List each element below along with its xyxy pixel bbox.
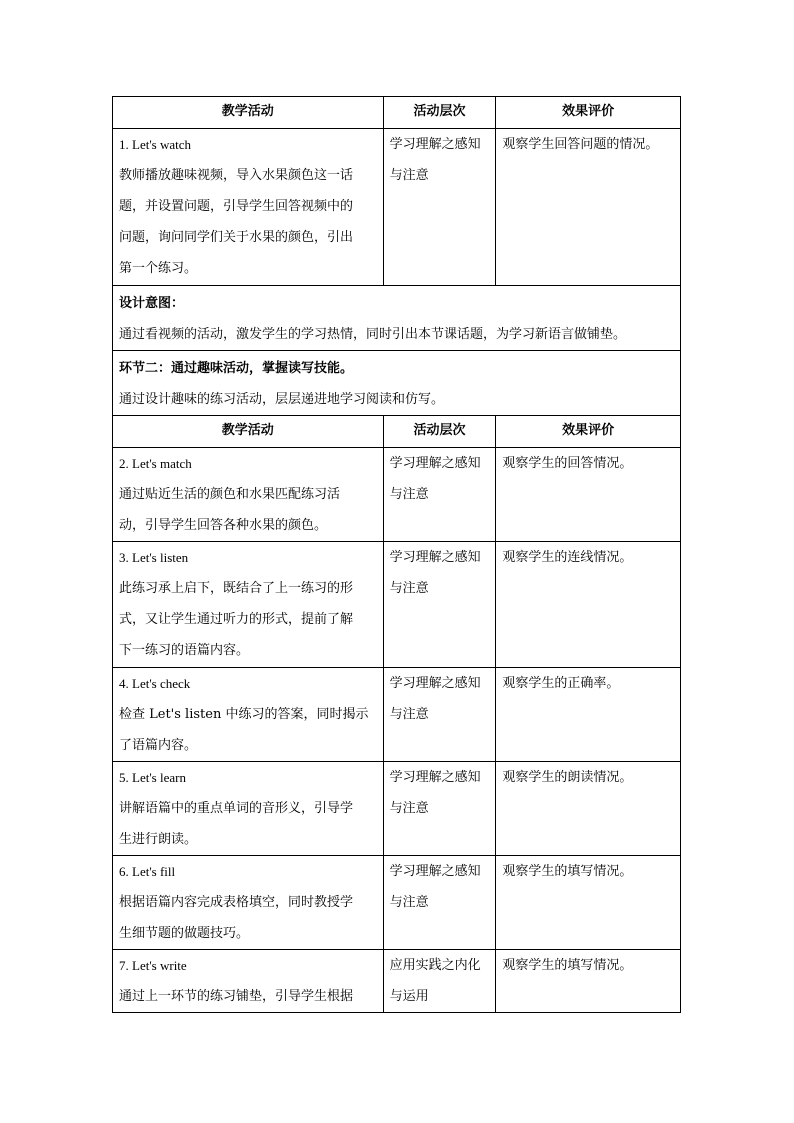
- table-row: [113, 542, 681, 668]
- table-row: [113, 950, 681, 1013]
- level-text: 学习理解之感知: [389, 864, 481, 879]
- activity-cell: [113, 856, 384, 950]
- effect-cell: 观察学生的连线情况。: [496, 542, 681, 668]
- lesson-plan-document: [112, 96, 681, 1013]
- header-activity: 教学活动: [113, 416, 384, 448]
- table-row: [113, 762, 681, 856]
- level-text: 与运用: [389, 989, 429, 1004]
- activity-title: 2. Let's match: [119, 456, 192, 471]
- level-text: 应用实践之内化: [389, 958, 481, 973]
- section-two-title: 环节二：通过趣味活动，掌握读写技能。: [119, 361, 354, 376]
- activity-desc-line: 第一个练习。: [119, 261, 198, 276]
- activity-desc-line: 通过上一环节的练习铺垫，引导学生根据: [119, 989, 354, 1004]
- activity-title: 1. Let's watch: [119, 137, 192, 152]
- activity-cell: [113, 668, 384, 762]
- activity-title: 7. Let's write: [119, 958, 187, 973]
- header-level: 活动层次: [383, 97, 496, 129]
- activity-cell: [113, 950, 384, 1013]
- level-cell: [383, 856, 496, 950]
- activity-desc-line: 生细节题的做题技巧。: [119, 926, 250, 941]
- level-text: 与注意: [389, 581, 429, 596]
- level-cell: [383, 448, 496, 542]
- level-text: 学习理解之感知: [389, 770, 481, 785]
- level-cell: [383, 668, 496, 762]
- level-text: 与注意: [389, 895, 429, 910]
- table-row: [113, 856, 681, 950]
- level-text: 学习理解之感知: [389, 456, 481, 471]
- activity-desc-line: 检查 Let's listen 中练习的答案，同时揭示: [119, 707, 369, 722]
- table-row: [113, 668, 681, 762]
- activity-desc-line: 讲解语篇中的重点单词的音形义，引导学: [119, 801, 354, 816]
- activity-title: 6. Let's fill: [119, 864, 176, 879]
- level-text: 与注意: [389, 801, 429, 816]
- table-header-row: [113, 416, 681, 448]
- activity-cell: [113, 129, 384, 286]
- effect-cell: 观察学生的填写情况。: [496, 856, 681, 950]
- activity-desc-line: 通过贴近生活的颜色和水果匹配练习活: [119, 487, 341, 502]
- effect-cell: 观察学生的朗读情况。: [496, 762, 681, 856]
- table-row: [113, 129, 681, 286]
- design-intent-row: [113, 286, 681, 351]
- effect-cell: 观察学生的回答情况。: [496, 448, 681, 542]
- level-text: 学习理解之感知: [389, 550, 481, 565]
- level-text: 与注意: [389, 487, 429, 502]
- level-text: 学习理解之感知: [389, 137, 481, 152]
- activity-cell: [113, 448, 384, 542]
- level-cell: [383, 542, 496, 668]
- activity-desc-line: 问题，询问同学们关于水果的颜色，引出: [119, 230, 354, 245]
- header-effect: 效果评价: [496, 416, 681, 448]
- header-activity: 教学活动: [113, 97, 384, 129]
- section-two-text: 通过设计趣味的练习活动，层层递进地学习阅读和仿写。: [119, 392, 445, 407]
- section-two-cell: [113, 351, 681, 416]
- activity-desc-line: 题，并设置问题，引导学生回答视频中的: [119, 199, 354, 214]
- level-cell: [383, 762, 496, 856]
- activity-desc-line: 教师播放趣味视频，导入水果颜色这一话: [119, 168, 354, 183]
- effect-cell: 观察学生的填写情况。: [496, 950, 681, 1013]
- level-text: 与注意: [389, 168, 429, 183]
- activity-desc-line: 动，引导学生回答各种水果的颜色。: [119, 518, 328, 533]
- header-effect: 效果评价: [496, 97, 681, 129]
- level-text: 与注意: [389, 707, 429, 722]
- activity-title: 5. Let's learn: [119, 770, 186, 785]
- design-intent-label: 设计意图：: [119, 296, 185, 311]
- design-intent-cell: [113, 286, 681, 351]
- activity-title: 4. Let's check: [119, 676, 191, 691]
- level-text: 学习理解之感知: [389, 676, 481, 691]
- activity-desc-line: 此练习承上启下，既结合了上一练习的形: [119, 581, 354, 596]
- section-two-row: [113, 351, 681, 416]
- table-row: [113, 448, 681, 542]
- activity-desc-line: 式，又让学生通过听力的形式，提前了解: [119, 612, 354, 627]
- activity-desc-line: 根据语篇内容完成表格填空，同时教授学: [119, 895, 354, 910]
- lesson-activity-table: [112, 96, 681, 1013]
- activity-desc-line: 了语篇内容。: [119, 738, 198, 753]
- activity-cell: [113, 762, 384, 856]
- table-header-row: [113, 97, 681, 129]
- effect-cell: 观察学生的正确率。: [496, 668, 681, 762]
- activity-title: 3. Let's listen: [119, 550, 189, 565]
- effect-cell: 观察学生回答问题的情况。: [496, 129, 681, 286]
- header-level: 活动层次: [383, 416, 496, 448]
- design-intent-text: 通过看视频的活动，激发学生的学习热情，同时引出本节课话题，为学习新语言做铺垫。: [119, 327, 627, 342]
- activity-desc-line: 下一练习的语篇内容。: [119, 643, 250, 658]
- level-cell: [383, 129, 496, 286]
- activity-cell: [113, 542, 384, 668]
- level-cell: [383, 950, 496, 1013]
- activity-desc-line: 生进行朗读。: [119, 832, 198, 847]
